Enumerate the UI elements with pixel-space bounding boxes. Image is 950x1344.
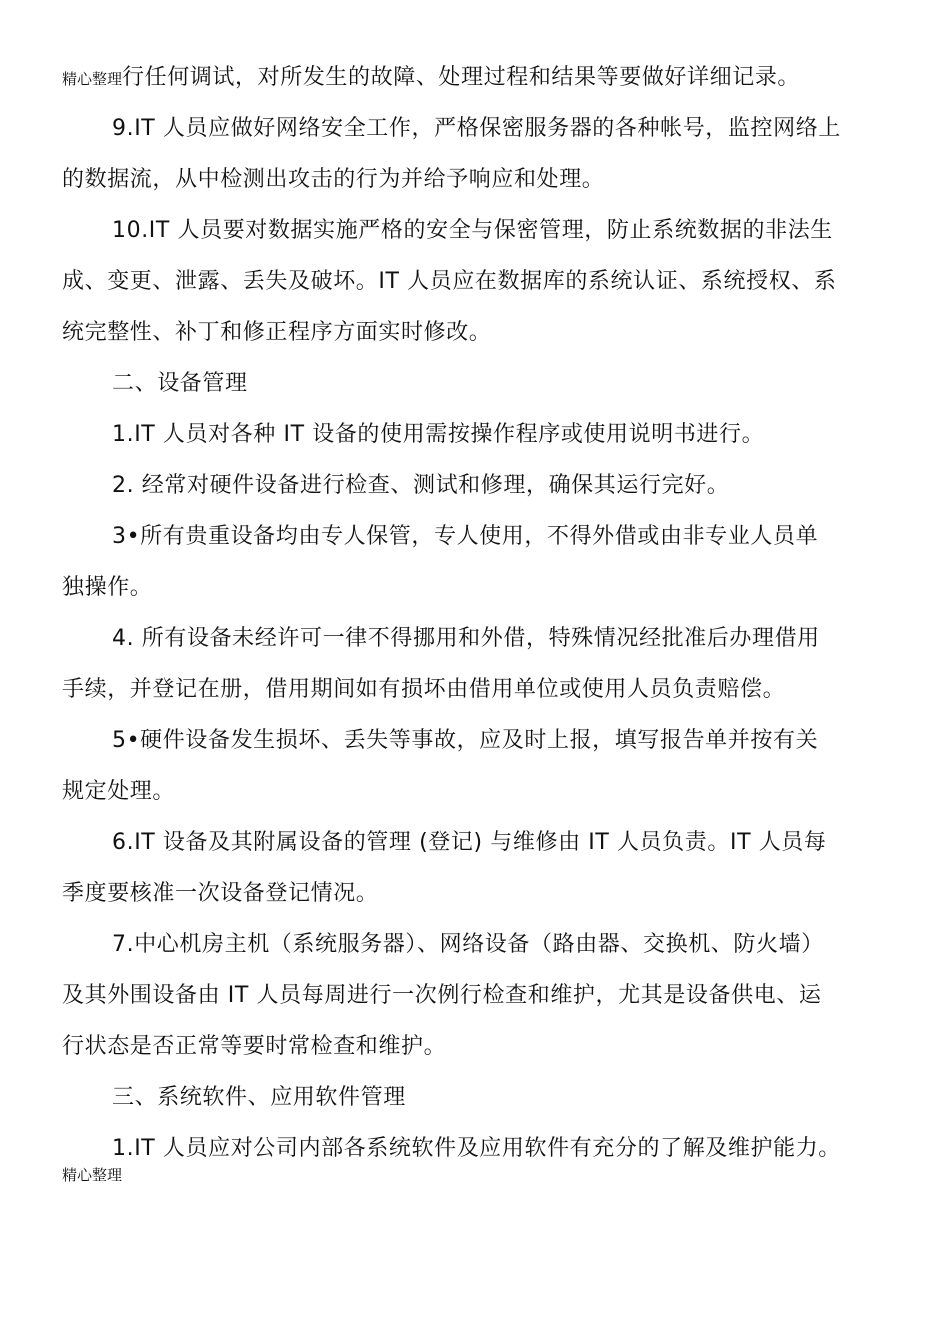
header-watermark: 精心整理 [62,70,123,88]
paragraph-line-continuation [62,52,894,103]
paragraph-line: 9.IT 人员应做好网络安全工作，严格保密服务器的各种帐号，监控网络上 [112,116,841,141]
document-page [62,52,894,1174]
paragraph-line: 季度要核准一次设备登记情况。 [62,881,379,906]
paragraph-line: 10.IT 人员要对数据实施严格的安全与保密管理，防止系统数据的非法生 [112,218,833,243]
paragraph-line: 1.IT 人员应对公司内部各系统软件及应用软件有充分的了解及维护能力。 [112,1136,841,1161]
footer-watermark: 精心整理 [62,1166,123,1184]
paragraph-line: 二、设备管理 [112,371,248,396]
paragraph-line: 三、系统软件、应用软件管理 [112,1085,406,1110]
paragraph-line: 1.IT 人员对各种 IT 设备的使用需按操作程序或使用说明书进行。 [112,422,765,447]
paragraph-line: 6.IT 设备及其附属设备的管理 (登记) 与维修由 IT 人员负责。IT 人员每 [112,830,827,855]
paragraph-line: 行状态是否正常等要时常检查和维护。 [62,1034,447,1059]
paragraph-line: 及其外围设备由 IT 人员每周进行一次例行检查和维护，尤其是设备供电、运 [62,983,822,1008]
paragraph-line: 4. 所有设备未经许可一律不得挪用和外借，特殊情况经批准后办理借用 [112,626,820,651]
paragraph-line: 手续，并登记在册，借用期间如有损坏由借用单位或使用人员负责赔偿。 [62,677,786,702]
paragraph-line: 统完整性、补丁和修正程序方面实时修改。 [62,320,492,345]
document-body [62,103,894,1174]
paragraph-line: 独操作。 [62,575,153,600]
paragraph-line: 的数据流，从中检测出攻击的行为并给予响应和处理。 [62,167,605,192]
continuation-text: 行任何调试，对所发生的故障、处理过程和结果等要做好详细记录。 [122,65,801,90]
paragraph-line: 3•所有贵重设备均由专人保管，专人使用，不得外借或由非专业人员单 [112,524,819,549]
paragraph-line: 规定处理。 [62,779,176,804]
paragraph-line: 5•硬件设备发生损坏、丢失等事故，应及时上报，填写报告单并按有关 [112,728,819,753]
paragraph-line: 7.中心机房主机（系统服务器）、网络设备（路由器、交换机、防火墙） [112,932,824,957]
paragraph-line: 成、变更、泄露、丢失及破坏。IT 人员应在数据库的系统认证、系统授权、系 [62,269,837,294]
paragraph-line: 2. 经常对硬件设备进行检查、测试和修理，确保其运行完好。 [112,473,730,498]
